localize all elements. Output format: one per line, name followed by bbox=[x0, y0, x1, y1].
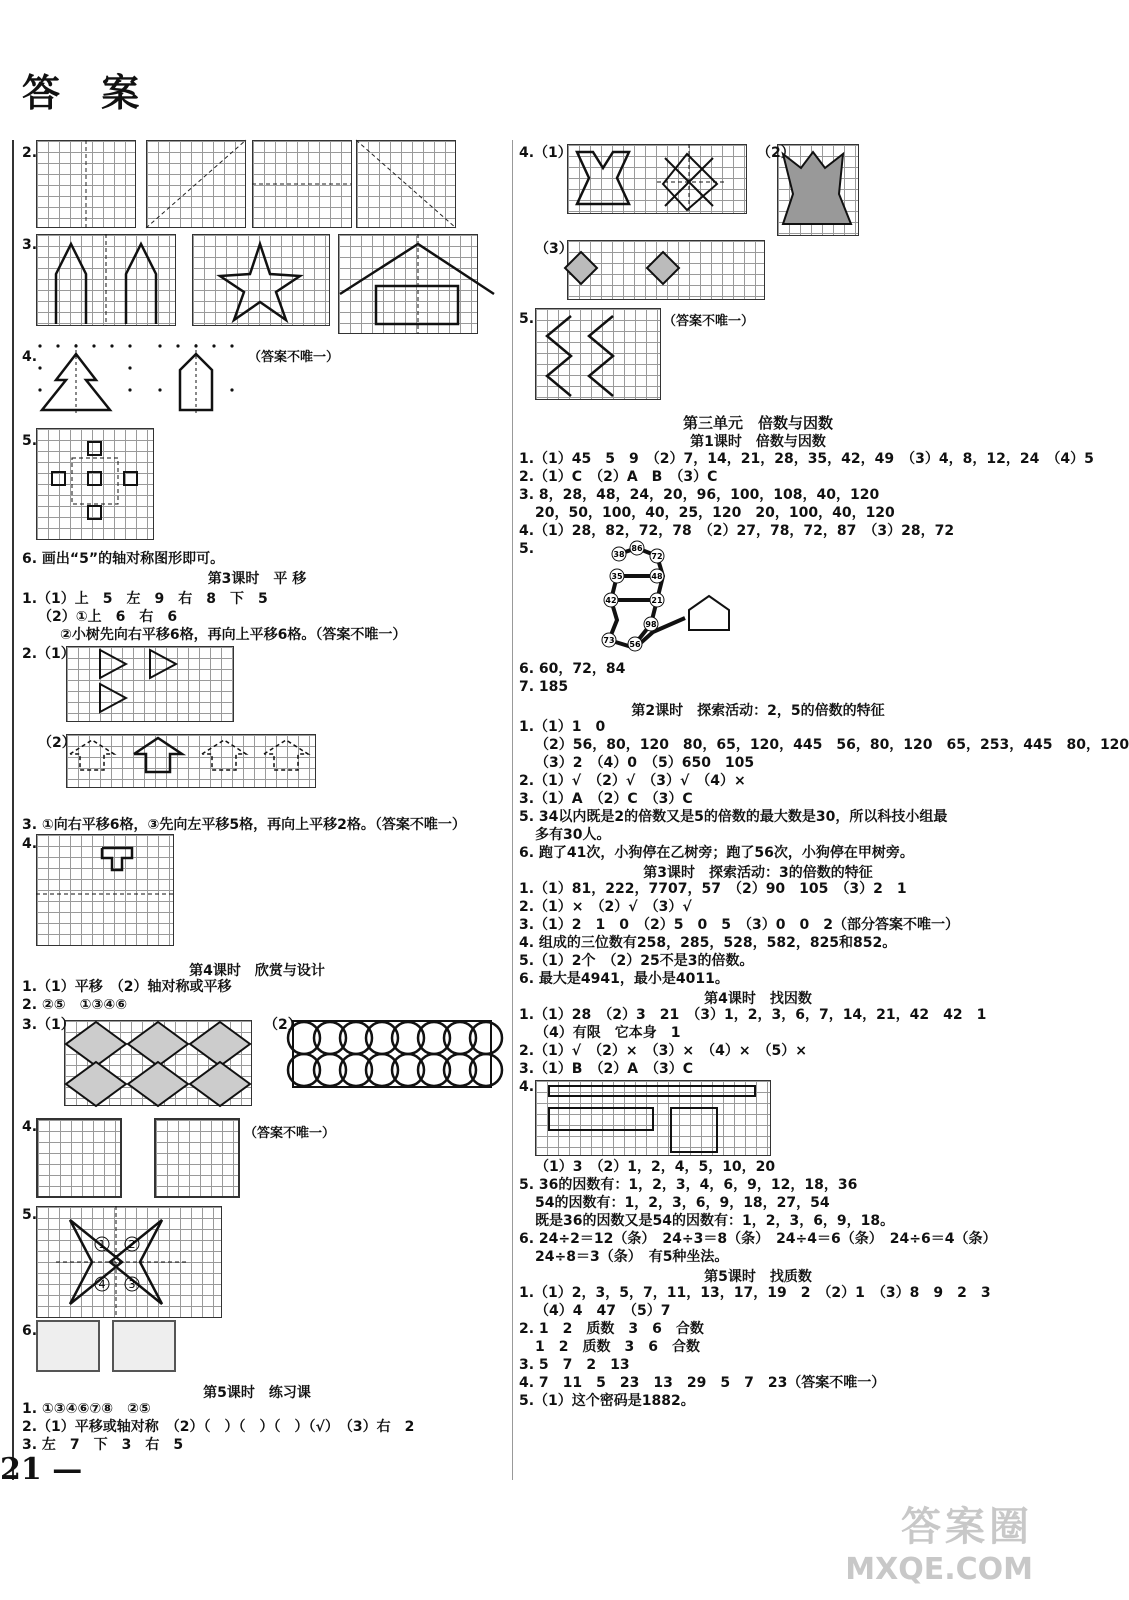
note-n1: （答案不唯一） bbox=[248, 350, 340, 365]
answer-line-r40: 2. 1 2 质数 3 6 合数 bbox=[519, 1321, 704, 1337]
section-heading-h1: 第3课时 平 移 bbox=[207, 571, 307, 587]
answer-line-r21: 1.（1）81，222，7707，57 （2）90 105 （3）2 1 bbox=[519, 881, 907, 897]
section-heading-rh4: 第4课时 找因数 bbox=[704, 991, 812, 1007]
section-heading-h3: 第5课时 练习课 bbox=[203, 1385, 311, 1401]
answer-line-r26: 6. 最大是4941，最小是4011。 bbox=[519, 971, 729, 987]
watermark-line2: MXQE.COM bbox=[845, 1552, 1033, 1587]
answer-line-l5: 6. 画出“5”的轴对称图形即可。 bbox=[22, 551, 225, 567]
answer-line-l22: 3. 左 7 下 3 右 5 bbox=[22, 1437, 184, 1453]
answer-line-l21: 2.（1）平移或轴对称 （2）（ ）（ ）（ ）（√） （3）右 2 bbox=[22, 1419, 415, 1435]
maze-number: 98 bbox=[645, 620, 657, 629]
watermark-line1: 答案圈 bbox=[901, 1504, 1033, 1550]
maze-number: 35 bbox=[611, 572, 623, 581]
answer-line-r44: 5.（1）这个密码是1882。 bbox=[519, 1393, 695, 1409]
answer-line-r13: 1.（1）1 0 bbox=[519, 719, 606, 735]
answer-line-l13: 1.（1）平移 （2）轴对称或平移 bbox=[22, 979, 232, 995]
symmetric-figures-r4 bbox=[567, 144, 747, 214]
answer-line-r27: 1.（1）28 （2）3 21 （3）1，2，3，6，7，14，21，42 42 1 bbox=[519, 1007, 987, 1023]
maze-number: 21 bbox=[651, 596, 663, 605]
answer-line-r31: 4. bbox=[519, 1079, 535, 1095]
maze-number: 86 bbox=[631, 544, 643, 553]
letter-image-b bbox=[112, 1320, 176, 1372]
answer-line-r16: 2.（1）√ （2）√ （3）√ （4）× bbox=[519, 773, 746, 789]
right-column bbox=[512, 140, 1129, 1480]
answer-line-r6: 2.（1）C （2）A B （3）C bbox=[519, 469, 718, 485]
svg-text:1: 1 bbox=[98, 1238, 106, 1251]
answer-line-r10: 5. bbox=[519, 541, 535, 557]
answer-line-r29: 2.（1）√ （2）× （3）× （4）× （5）× bbox=[519, 1043, 808, 1059]
answer-line-l10: （2） bbox=[38, 735, 76, 751]
square-pattern-5 bbox=[36, 428, 154, 540]
answer-line-r9: 4.（1）28，82，72，78 （2）27，78，72，87 （3）28，72 bbox=[519, 523, 955, 539]
letter-image-a bbox=[36, 1320, 100, 1372]
maze-number: 38 bbox=[613, 550, 625, 559]
answer-line-r35: 既是36的因数又是54的因数有：1，2，3，6，9，18。 bbox=[535, 1213, 895, 1229]
svg-text:3: 3 bbox=[128, 1278, 136, 1291]
answer-line-l14: 2. ②⑤ ①③④⑥ bbox=[22, 997, 128, 1013]
answer-line-l6: 1.（1）上 5 左 9 右 8 下 5 bbox=[22, 591, 268, 607]
left-column bbox=[12, 140, 500, 1480]
answer-line-r38: 1.（1）2，3，5，7，11，13，17，19 2 （2）1 （3）8 9 2 3 bbox=[519, 1285, 991, 1301]
chevron-pattern-r5 bbox=[535, 308, 663, 400]
answer-line-r4: 5. bbox=[519, 311, 535, 327]
answer-line-l20: 1. ①③④⑥⑦⑧ ②⑤ bbox=[22, 1401, 151, 1417]
answer-line-l8: ②小树先向右平移6格，再向上平移6格。（答案不唯一） bbox=[60, 627, 407, 643]
answer-line-r42: 3. 5 7 2 13 bbox=[519, 1357, 630, 1373]
butterfly-figure bbox=[36, 1206, 224, 1318]
answer-line-r1: 4.（1） bbox=[519, 145, 572, 161]
answer-line-l16: （2） bbox=[264, 1017, 302, 1033]
maze-number: 56 bbox=[629, 640, 641, 649]
rectangles-r4 bbox=[535, 1080, 771, 1156]
answer-line-r22: 2.（1）× （2）√ （3）√ bbox=[519, 899, 692, 915]
answer-line-l4: 5. bbox=[22, 433, 38, 449]
answer-line-r18: 5. 34以内既是2的倍数又是5的倍数的最大数是30，所以科技小组最 bbox=[519, 809, 948, 825]
answer-line-r28: （4）有限 它本身 1 bbox=[535, 1025, 681, 1041]
answer-line-l3: 4. bbox=[22, 349, 38, 365]
page-number: 21 — bbox=[0, 1452, 83, 1487]
answer-line-r7: 3. 8，28，48，24，20，96，100，108，40，120 bbox=[519, 487, 880, 503]
answer-line-r43: 4. 7 11 5 23 13 29 5 7 23（答案不唯一） bbox=[519, 1375, 886, 1391]
section-heading-rh1: 第1课时 倍数与因数 bbox=[690, 434, 826, 450]
maze-number: 42 bbox=[605, 596, 617, 605]
svg-text:4: 4 bbox=[98, 1278, 106, 1291]
maze-number: 48 bbox=[651, 572, 663, 581]
answer-line-r8: 20，50，100，40，25，120 20，100，40，120 bbox=[535, 505, 895, 521]
number-maze bbox=[569, 536, 769, 660]
page-title: 答 案 bbox=[22, 70, 154, 115]
circle-pattern bbox=[292, 1020, 492, 1088]
answer-line-r3: （3） bbox=[535, 241, 573, 257]
answer-line-r19: 多有30人。 bbox=[535, 827, 611, 843]
section-heading-rh2: 第2课时 探索活动：2，5的倍数的特征 bbox=[631, 703, 885, 719]
arrow-shapes-translate bbox=[66, 734, 318, 788]
answer-line-r32: （1）3 （2）1，2，4，5，10，20 bbox=[535, 1159, 776, 1175]
triangles-translate bbox=[66, 646, 236, 722]
grid-figure-design-4a bbox=[36, 1118, 122, 1198]
maze-number: 72 bbox=[651, 552, 663, 561]
answer-line-r2: （2） bbox=[757, 145, 795, 161]
svg-text:2: 2 bbox=[128, 1238, 136, 1251]
answer-line-r34: 54的因数有：1，2，3，6，9，18，27，54 bbox=[535, 1195, 830, 1211]
answer-line-r37: 24÷8＝3（条） 有5种坐法。 bbox=[535, 1249, 729, 1265]
answer-line-l18: 5. bbox=[22, 1207, 38, 1223]
answer-line-r33: 5. 36的因数有：1，2，3，4，6，9，12，18，36 bbox=[519, 1177, 858, 1193]
answer-line-l15: 3.（1） bbox=[22, 1017, 75, 1033]
answer-line-l19: 6. bbox=[22, 1323, 38, 1339]
answer-line-r24: 4. 组成的三位数有258，285，528，582，825和852。 bbox=[519, 935, 897, 951]
answer-line-r30: 3.（1）B （2）A （3）C bbox=[519, 1061, 694, 1077]
answer-line-l17: 4. bbox=[22, 1119, 38, 1135]
symmetry-lines-2 bbox=[36, 140, 456, 228]
answer-line-r36: 6. 24÷2＝12（条） 24÷3＝8（条） 24÷4＝6（条） 24÷6＝4（条） bbox=[519, 1231, 997, 1247]
answer-line-r23: 3.（1）2 1 0 （2）5 0 5 （3）0 0 2（部分答案不唯一） bbox=[519, 917, 959, 933]
symmetric-shapes-3 bbox=[36, 234, 480, 334]
grid-figure-design-4b bbox=[154, 1118, 240, 1198]
answer-line-l1: 2. bbox=[22, 145, 38, 161]
answer-line-r17: 3.（1）A （2）C （3）C bbox=[519, 791, 693, 807]
answer-line-r14: （2）56，80，120 80，65，120，445 56，80，120 65，253，445 80，120 bbox=[535, 737, 1129, 753]
answer-line-r12: 7. 185 bbox=[519, 679, 569, 695]
tetromino-translate bbox=[36, 834, 176, 946]
answer-line-r15: （3）2 （4）0 （5）650 105 bbox=[535, 755, 755, 771]
note-n2: （答案不唯一） bbox=[244, 1126, 336, 1141]
answer-line-l2: 3. bbox=[22, 237, 38, 253]
note-rn1: （答案不唯一） bbox=[663, 314, 755, 329]
answer-line-r11: 6. 60，72，84 bbox=[519, 661, 626, 677]
answer-line-r5: 1.（1）45 5 9 （2）7，14，21，28，35，42，49 （3）4，8，12，24 （4）5 bbox=[519, 451, 1094, 467]
maze-number: 73 bbox=[603, 636, 615, 645]
section-heading-rh5: 第5课时 找质数 bbox=[704, 1269, 812, 1285]
answer-line-r20: 6. 跑了41次，小狗停在乙树旁；跑了56次，小狗停在甲树旁。 bbox=[519, 845, 914, 861]
section-heading-h2: 第4课时 欣赏与设计 bbox=[189, 963, 325, 979]
diamond-pattern bbox=[64, 1020, 254, 1106]
answer-line-l12: 4. bbox=[22, 836, 38, 852]
section-heading-rh0: 第三单元 倍数与因数 bbox=[682, 414, 833, 432]
watermark-logo bbox=[845, 1495, 1033, 1587]
dot-grid-figure-4 bbox=[36, 340, 246, 420]
answer-line-l7: （2）①上 6 右 6 bbox=[38, 609, 178, 625]
diamonds-r4c bbox=[567, 240, 767, 300]
answer-line-l11: 3. ①向右平移6格，③先向左平移5格，再向上平移2格。（答案不唯一） bbox=[22, 817, 466, 833]
answer-line-r41: 1 2 质数 3 6 合数 bbox=[535, 1339, 700, 1355]
section-heading-rh3: 第3课时 探索活动：3的倍数的特征 bbox=[643, 865, 873, 881]
answer-line-r39: （4）4 47 （5）7 bbox=[535, 1303, 671, 1319]
answer-line-r25: 5.（1）2个 （2）25不是3的倍数。 bbox=[519, 953, 754, 969]
answer-line-l9: 2.（1） bbox=[22, 646, 75, 662]
